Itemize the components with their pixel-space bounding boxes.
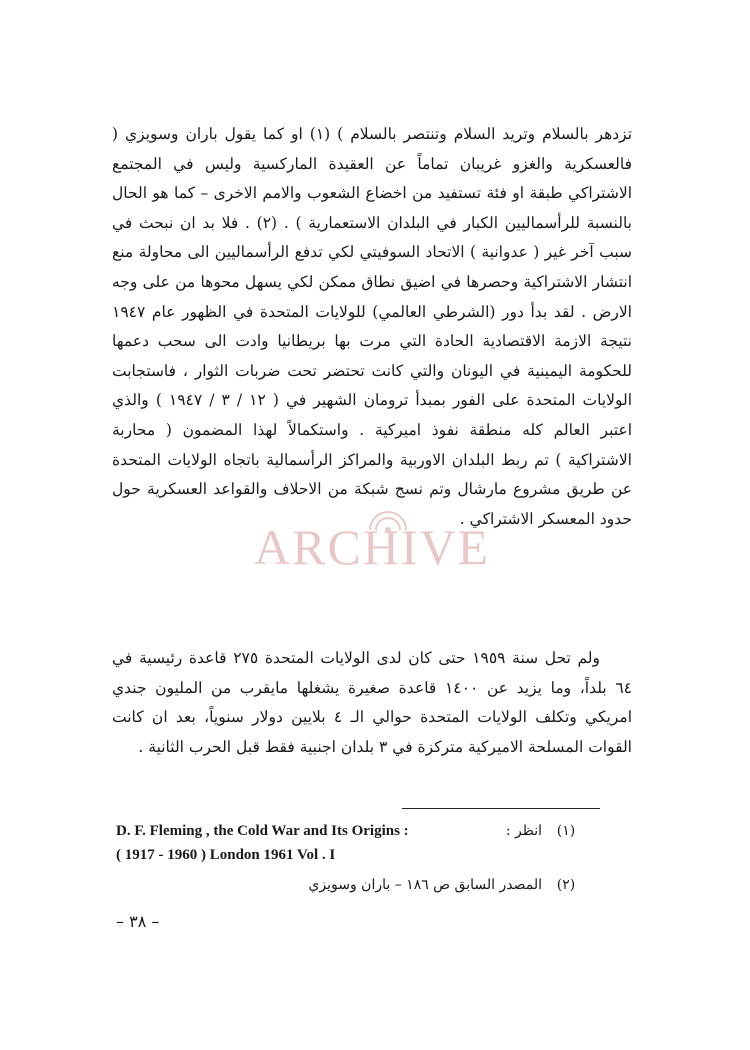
body-paragraph-1 bbox=[112, 120, 632, 534]
body-paragraph-2 bbox=[112, 644, 632, 762]
footnote-text: المصدر السابق ص ١٨٦ – باران وسويزي bbox=[308, 877, 542, 893]
footnote-label: انظر : bbox=[505, 823, 542, 839]
footnote-number: (١) bbox=[556, 823, 576, 839]
paragraph-text: ولم تحل سنة ١٩٥٩ حتى كان لدى الولايات المتحدة ٢٧٥ قاعدة رئيسية في ٦٤ بلداً، وما يزيد عن ١٤٠٠ قاعدة صغيرة يشغلها مايقرب من المليون جندي امريكي وتكلف الولايات المتحدة حوالي الـ ٤ بلايين دولار سنوياً، بعد ان كانت القوات المسلحة الاميركية متركزة في ٣ بلدان اجنبية فقط قبل الحرب الثانية . bbox=[112, 649, 633, 756]
paragraph-text: تزدهر بالسلام وتريد السلام وتنتصر بالسلام ) (١) او كما يقول باران وسويزي ( فالعسكرية والغزو غريبان تماماً عن العقيدة الماركسية وليس في المجتمع الاشتراكي طبقة او فئة تستفيد من اخضاع الشعوب والامم الاخرى – كما هو الحال بالنسبة للرأسماليين الكبار في البلدان الاستعمارية ) . (٢) . فلا بد ان نبحث في سبب آخر غير ( عدوانية ) الاتحاد السوفيتي لكي تدفع الرأسماليين الى محاولة منع انتشار الاشتراكية وحصرها في اضيق نطاق ممكن لكي يسهل محوها من على وجه الارض . لقد بدأ دور (الشرطي العالمي) للولايات المتحدة في الظهور عام ١٩٤٧ نتيجة الازمة الاقتصادية الحادة التي مرت بها بريطانيا وادت الى سحب دعمها للحكومة اليمينية في اليونان والتي كانت تحتضر تحت ضربات الثوار ، فاستجابت الولايات المتحدة على الفور بمبدأ ترومان الشهير في ( ١٢ / ٣ / ١٩٤٧ ) والذي اعتبر العالم كله منطقة نفوذ اميركية . واستكمالاً لهذا المضمون ( محاربة الاشتراكية ) تم ربط البلدان الاوربية والمراكز الرأسمالية باتجاه الولايات المتحدة عن طريق مشروع مارشال وتم نسج شبكة من الاحلاف والقواعد العسكرية حول حدود المعسكر الاشتراكي . bbox=[112, 125, 633, 528]
footnote-divider bbox=[402, 808, 600, 809]
page-number: – ٣٨ – bbox=[116, 912, 160, 931]
footnote-citation-line2: ( 1917 - 1960 ) London 1961 Vol . I bbox=[116, 847, 336, 863]
footnote-number: (٢) bbox=[556, 877, 576, 893]
watermark-text: ARCHIVE bbox=[254, 519, 491, 575]
footnote-citation-line1: D. F. Fleming , the Cold War and Its Origins : bbox=[116, 823, 409, 839]
